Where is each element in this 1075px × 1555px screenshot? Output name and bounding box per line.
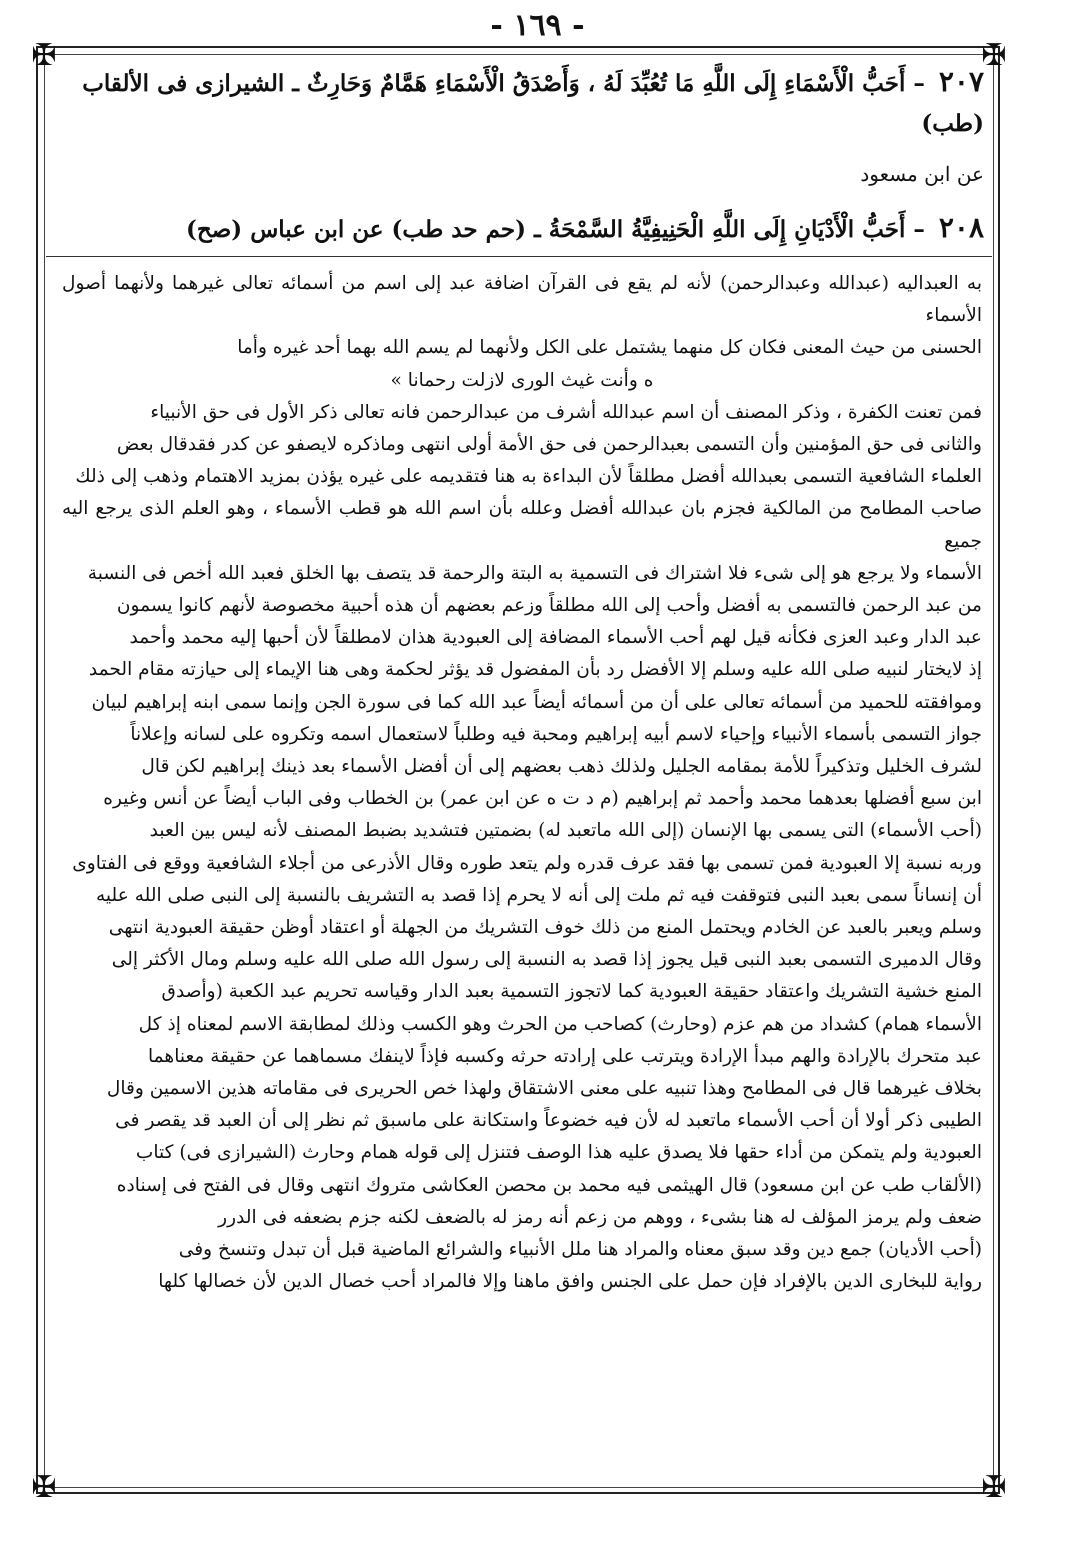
commentary-line: أن إنساناً سمى بعبد النبى فتوقفت فيه ثم ملت إلى أنه لا يحرم إذا قصد به التشريف بالنسبة إلى النبى صلى الله عليه [95, 884, 982, 906]
commentary-line: (أحب الأديان) جمع دين وقد سبق معناه والمراد هنا ملل الأنبياء والشرائع الماضية قبل أن تبدل وتنسخ وفى [178, 1239, 982, 1261]
section-divider [46, 256, 992, 257]
commentary-line: العلماء الشافعية التسمى بعبدالله أفضل مطلقاً لأن البداءة به هنا فتقديمه على غيره يؤذن بمزيد الاهتمام وذهب إلى ذلك [75, 466, 982, 488]
verse-line: ه وأنت غيث الورى لازلت رحمانا » [390, 369, 654, 391]
commentary-line: لشرف الخليل وتذكيراً للأمة بمقامه الجليل ولذلك ذهب بعضهم إلى أن أفضل الأسماء بعد ذينك إبراهيم لكن قال [141, 756, 982, 778]
commentary-line: العبودية ولم يتمكن من أداء حقها فلا يصدق عليه هذا الوصف فتنزل إلى قوله همام وحارث (الشيرازى فى) كتاب [135, 1142, 982, 1164]
hadith-208 [60, 208, 984, 250]
commentary-line: الأسماء همام) كشداد من هم عزم (وحارث) كصاحب من الحرث وهو الكسب وذلك لمطابقة الاسم لمعناه إذ كل [138, 1013, 982, 1035]
commentary-line: صاحب المطامح من المالكية فجزم بان عبدالله أفضل وعلله بأن اسم الله هو قطب الأسماء ، وهو العلم الذى يرجع اليه جميع [62, 498, 982, 552]
commentary-line: عبد الدار وعبد العزى فكأنه قيل لهم أحب الأسماء المضافة إلى العبودية هذان لامطلقاً لأن أحبها إليه محمد وأحمد [129, 627, 982, 649]
commentary-line: وقال الدميرى التسمى بعبد النبى قيل يجوز إذا قصد به النسبة إلى رسول الله صلى الله عليه وسلم ومال الأكثر إلى [111, 949, 982, 971]
commentary-line: رواية للبخارى الدين بالإفراد فإن حمل على الجنس وافق ماهنا وإلا فالمراد أحب خصال الدين لأن خصالها كلها [158, 1271, 982, 1293]
commentary-line: به العبداليه (عبدالله وعبدالرحمن) لأنه لم يقع فى القرآن اضافة عبد إلى اسم من أسمائه تعالى غيرهما ولأنهما أصول الأسماء [62, 273, 982, 327]
commentary-line: المنع خشية التشريك واعتقاد حقيقة العبودية كما لاتجوز التسمية بعبد الدار وقياسه تحريم عبد الكعبة (وأصدق [161, 981, 982, 1003]
commentary-line: بخلاف غيرهما قال فى المطامح وهذا تنبيه على معنى الاشتقاق ولهذا خص الحريرى فى مقاماته هذين الاسمين وقال [106, 1078, 982, 1100]
hadith-number: ٢٠٨ [938, 211, 984, 244]
hadith-207 [60, 62, 984, 194]
hadith-text: – أَحَبُّ الْأَسْمَاءِ إِلَى اللَّهِ مَا تُعُبِّدَ لَهُ ، وَأَصْدَقُ الْأَسْمَاءِ هَمَّامٌ وَحَارِثٌ ـ الشيرازى فى الألقاب (طب) [82, 70, 984, 137]
hadith-number: ٢٠٧ [938, 65, 984, 98]
hadith-text: – أَحَبُّ الْأَدْيَانِ إِلَى اللَّهِ الْحَنِيفِيَّةُ السَّمْحَةُ ـ (حم حد طب) عن ابن عباس (صح) [186, 216, 925, 243]
commentary-line: وسلم ويعبر بالعبد عن الخادم ويحتمل المنع من ذلك خوف التشريك من الجهلة أو اعتقاد أوظن حقيقة العبودية انتهى [108, 917, 982, 939]
commentary-line: وموافقته للحميد من أسمائه تعالى على أن من أسمائه أيضاً عبد الله كما فى سورة الجن وإنما سمى ابنه إبراهيم لبيان [91, 691, 982, 713]
hadith-continuation: عن ابن مسعود [860, 162, 984, 186]
commentary-line: فمن تعنت الكفرة ، وذكر المصنف أن اسم عبدالله أشرف من عبدالرحمن فانه تعالى ذكر الأول فى حق الأنبياء [150, 401, 982, 423]
corner-ornament-icon: ✠ [31, 1470, 57, 1505]
corner-ornament-icon: ✠ [31, 38, 57, 73]
commentary-line: ابن سبع أفضلها بعدهما محمد وأحمد ثم إبراهيم (م د ت ه عن ابن عمر) بن الخطاب وفى الباب أيضاً عن أنس وغيره [103, 788, 982, 810]
commentary-line: (الألقاب طب عن ابن مسعود) قال الهيثمى فيه محمد بن محصن العكاشى متروك انتهى وقال فى الفتح فى إسناده [116, 1174, 982, 1196]
page-number: - ١٦٩ - [490, 8, 585, 43]
commentary-line: من عبد الرحمن فالتسمى به أفضل وأحب إلى الله مطلقاً وزعم بعضهم أن هذه أحبية مخصوصة لأنهم كانوا يسمون [116, 595, 982, 617]
corner-ornament-icon: ✠ [981, 1470, 1007, 1505]
commentary-line: وربه نسبة إلا العبودية فمن تسمى بها فقد عرف قدره ولم يتعد طوره وقال الأذرعى من أجلاء الشافعية ووقع فى الفتاوى [72, 852, 982, 874]
commentary-line: الأسماء ولا يرجع هو إلى شىء فلا اشتراك فى التسمية به البتة والرحمة قد يتصف بها الخلق فعبد الله أخص فى النسبة [87, 562, 982, 584]
commentary-line: الطيبى ذكر أولا أن أحب الأسماء ماتعبد له لأن فيه خضوعاً واستكانة على ماسبق ثم نظر إلى أن العبد قد يقصر فى [115, 1110, 982, 1132]
commentary-line: عبد متحرك بالإرادة والهم مبدأ الإرادة ويترتب على إرادته حرثه وكسبه فإذاً لاينفك مسماهما عن حقيقة معناهما [147, 1045, 982, 1067]
commentary-line: ضعف ولم يرمز المؤلف له هنا بشىء ، ووهم من زعم أنه رمز له بالضعف لكنه جزم بضعفه فى الدرر [218, 1206, 982, 1228]
commentary-line: إذ لايختار لنبيه صلى الله عليه وسلم إلا الأفضل رد بأن المفضول قد يؤثر لحكمة وهى هنا الإيماء إلى حيازته مقام الحمد [88, 659, 982, 681]
hadith-section [60, 62, 984, 254]
commentary-text [62, 268, 982, 1299]
corner-ornament-icon: ✠ [981, 38, 1007, 73]
commentary-line: والثانى فى حق المؤمنين وأن التسمى بعبدالرحمن فى حق الأمة أولى انتهى وماذكره لايصفو عن كدر فقدقال بعض [116, 434, 982, 456]
commentary-line: جواز التسمى بأسماء الأنبياء وإحياء لاسم أبيه إبراهيم ومحبة فيه وطلباً لاستعمال اسمه وتكروه على لسانه وإعلاناً [130, 723, 982, 745]
commentary-line: الحسنى من حيث المعنى فكان كل منهما يشتمل على الكل ولأنهما لم يسم الله بهما أحد غيره وأما [237, 337, 982, 359]
commentary-line: (أحب الأسماء) التى يسمى بها الإنسان (إلى الله ماتعبد له) بضمتين فتشديد بضبط المصنف لأنه ليس بين العبد [149, 820, 982, 842]
